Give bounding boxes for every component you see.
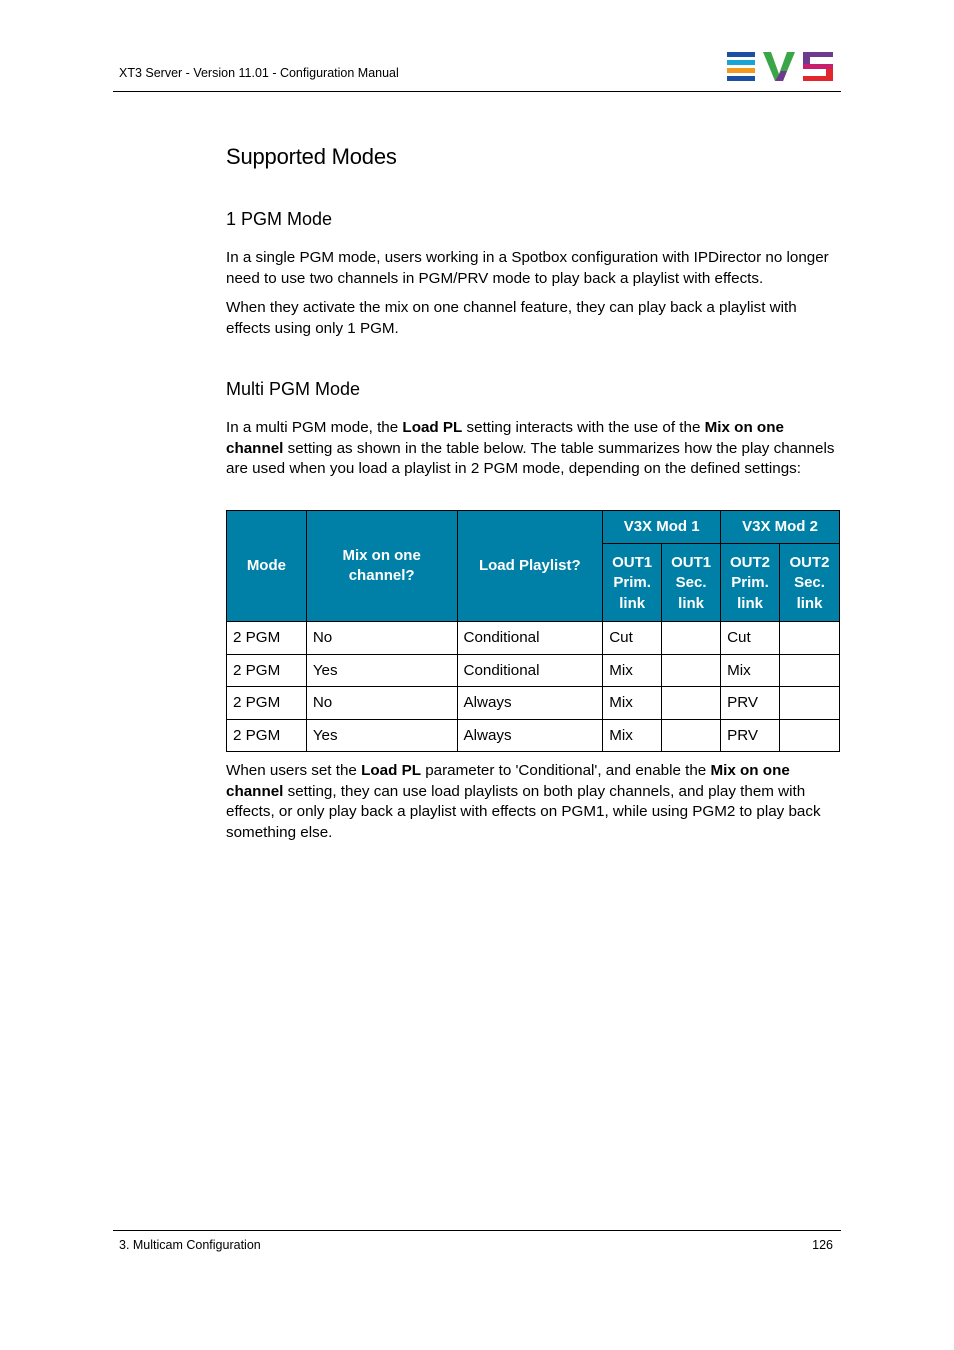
page-footer	[113, 1230, 841, 1255]
th-v3x-mod-2: V3X Mod 2	[721, 511, 840, 544]
cell-load: Conditional	[457, 622, 603, 655]
cell-out2-sec	[780, 654, 840, 687]
cell-mix: Yes	[306, 719, 457, 752]
cell-load: Always	[457, 719, 603, 752]
footer-page-number: 126	[812, 1238, 833, 1252]
cell-mix: No	[306, 622, 457, 655]
cell-mix: Yes	[306, 654, 457, 687]
cell-out2-prim: Cut	[721, 622, 780, 655]
th-mode: Mode	[227, 511, 307, 622]
page-title: Supported Modes	[226, 144, 397, 169]
paragraph-1pgm-1: In a single PGM mode, users working in a Spotbox configuration with IPDirector no longer need to use two channels in PGM/PRV mode to play back a playlist with effects.	[226, 249, 829, 287]
cell-mode: 2 PGM	[227, 687, 307, 720]
cell-out1-sec	[662, 654, 721, 687]
th-mix-on-one-channel: Mix on one channel?	[306, 511, 457, 622]
table-row	[227, 687, 840, 720]
th-out1-prim-link: OUT1 Prim. link	[603, 544, 662, 622]
paragraph-1pgm-2: When they activate the mix on one channel feature, they can play back a playlist with effects using only 1 PGM.	[226, 299, 797, 337]
section-heading-multipgm: Multi PGM Mode	[226, 379, 361, 399]
th-v3x-mod-1: V3X Mod 1	[603, 511, 721, 544]
th-out2-sec-link: OUT2 Sec. link	[780, 544, 840, 622]
th-out1-sec-link: OUT1 Sec. link	[662, 544, 721, 622]
cell-out1-prim: Mix	[603, 654, 662, 687]
cell-out2-prim: PRV	[721, 719, 780, 752]
cell-out1-prim: Mix	[603, 687, 662, 720]
cell-load: Always	[457, 687, 603, 720]
cell-out1-sec	[662, 622, 721, 655]
cell-mode: 2 PGM	[227, 654, 307, 687]
th-load-playlist: Load Playlist?	[457, 511, 603, 622]
cell-out1-prim: Mix	[603, 719, 662, 752]
cell-mode: 2 PGM	[227, 719, 307, 752]
table-row	[227, 654, 840, 687]
cell-out2-sec	[780, 622, 840, 655]
cell-out2-prim: PRV	[721, 687, 780, 720]
section-heading-1pgm: 1 PGM Mode	[226, 209, 333, 229]
cell-out2-sec	[780, 719, 840, 752]
paragraph-multipgm-outro: When users set the Load PL parameter to 'Conditional', and enable the Mix on one channel setting, they can use load playlists on both play channels, and play them with effects, or only play back a playlist with effects on PGM1, while using PGM2 to play back something else.	[226, 762, 821, 841]
cell-load: Conditional	[457, 654, 603, 687]
table-row	[227, 622, 840, 655]
cell-out1-sec	[662, 687, 721, 720]
cell-mode: 2 PGM	[227, 622, 307, 655]
header-title: XT3 Server - Version 11.01 - Configuration Manual	[119, 66, 399, 80]
cell-mix: No	[306, 687, 457, 720]
evs-logo	[727, 52, 833, 82]
paragraph-multipgm-intro: In a multi PGM mode, the Load PL setting interacts with the use of the Mix on one channel setting as shown in the table below. The table summarizes how the play channels are used when you load a playlist in 2 PGM mode, depending on the defined settings:	[226, 419, 835, 478]
footer-chapter: 3. Multicam Configuration	[119, 1238, 261, 1252]
cell-out2-prim: Mix	[721, 654, 780, 687]
th-out2-prim-link: OUT2 Prim. link	[721, 544, 780, 622]
table-row	[227, 719, 840, 752]
modes-table	[226, 510, 840, 752]
page-header	[113, 60, 841, 92]
cell-out1-sec	[662, 719, 721, 752]
cell-out2-sec	[780, 687, 840, 720]
cell-out1-prim: Cut	[603, 622, 662, 655]
